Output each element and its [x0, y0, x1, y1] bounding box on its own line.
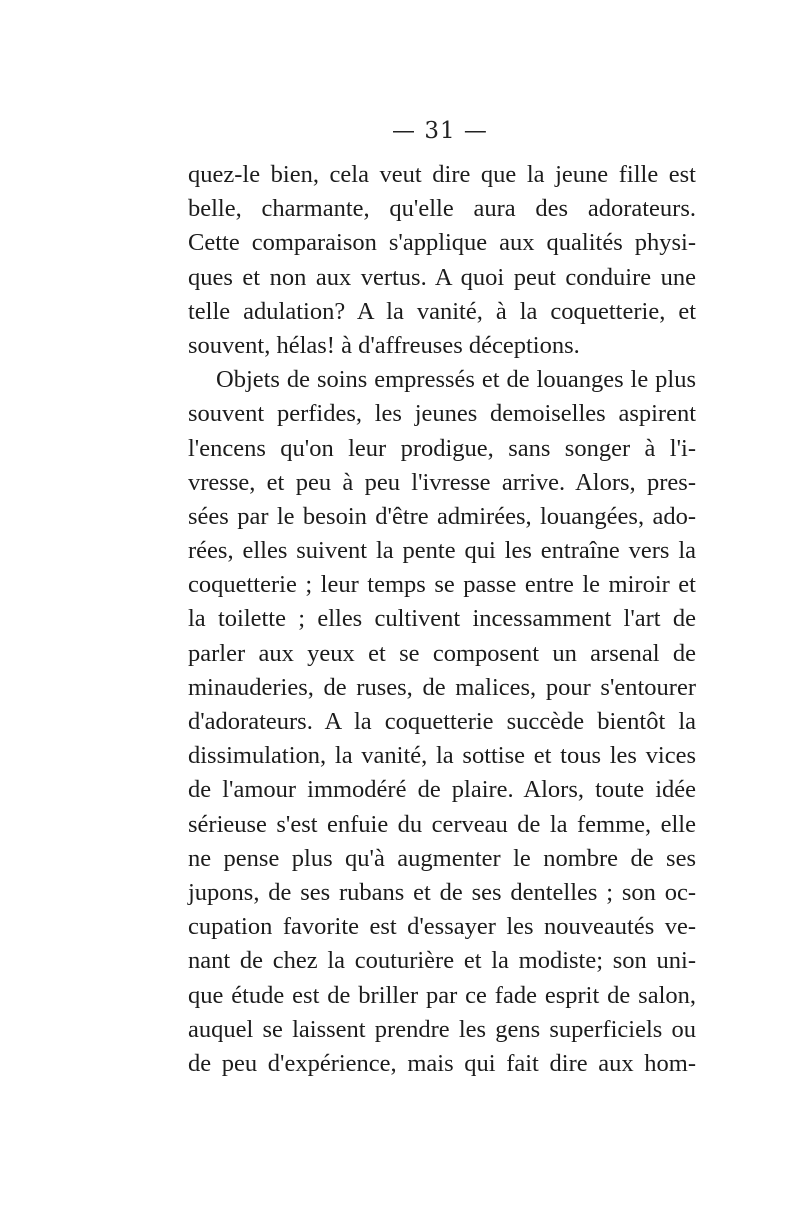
text-line: souvent perfides, les jeunes demoiselles aspirent — [188, 400, 696, 428]
text-line: souvent, hélas! à d'affreuses déceptions. — [188, 331, 580, 359]
text-line: ques et non aux vertus. A quoi peut conduire une — [188, 263, 696, 291]
text-line: cupation favorite est d'essayer les nouveautés ve- — [188, 913, 696, 941]
body-text — [188, 158, 696, 1081]
text-line: minauderies, de ruses, de malices, pour s'entourer — [188, 673, 696, 701]
text-line: vresse, et peu à peu l'ivresse arrive. Alors, pres- — [188, 468, 696, 496]
paragraph-1 — [188, 158, 696, 363]
text-line: de l'amour immodéré de plaire. Alors, toute idée — [188, 776, 696, 804]
text-line: l'encens qu'on leur prodigue, sans songer à l'i- — [188, 434, 696, 462]
text-line: auquel se laissent prendre les gens superficiels ou — [188, 1015, 696, 1043]
paragraph-2 — [188, 363, 696, 1081]
text-line: Cette comparaison s'applique aux qualités physi- — [188, 229, 696, 257]
text-line: d'adorateurs. A la coquetterie succède bientôt la — [188, 708, 696, 735]
text-line: jupons, de ses rubans et de ses dentelles ; son oc- — [188, 878, 696, 906]
text-line: Objets de soins empressés et de louanges le plus — [216, 366, 696, 394]
text-line: la toilette ; elles cultivent incessamment l'art de — [188, 605, 696, 633]
text-line: parler aux yeux et se composent un arsenal de — [188, 639, 696, 667]
text-line: telle adulation? A la vanité, à la coquetterie, et — [188, 297, 696, 325]
text-line: coquetterie ; leur temps se passe entre le miroir et — [188, 571, 696, 599]
text-line: sérieuse s'est enfuie du cerveau de la femme, elle — [188, 810, 696, 838]
page-number: — 31 — — [392, 118, 488, 144]
text-line: dissimulation, la vanité, la sottise et tous les vices — [188, 742, 696, 770]
text-line: ne pense plus qu'à augmenter le nombre de ses — [188, 844, 696, 872]
text-line: quez-le bien, cela veut dire que la jeune fille est — [188, 161, 696, 188]
text-line: rées, elles suivent la pente qui les entraîne vers la — [188, 537, 696, 565]
text-line: de peu d'expérience, mais qui fait dire aux hom- — [188, 1049, 696, 1077]
text-line: sées par le besoin d'être admirées, louangées, ado- — [188, 502, 696, 530]
text-line: belle, charmante, qu'elle aura des adorateurs. — [188, 195, 696, 223]
text-line: que étude est de briller par ce fade esprit de salon, — [188, 981, 696, 1009]
text-line: nant de chez la couturière et la modiste; son uni- — [188, 947, 696, 975]
